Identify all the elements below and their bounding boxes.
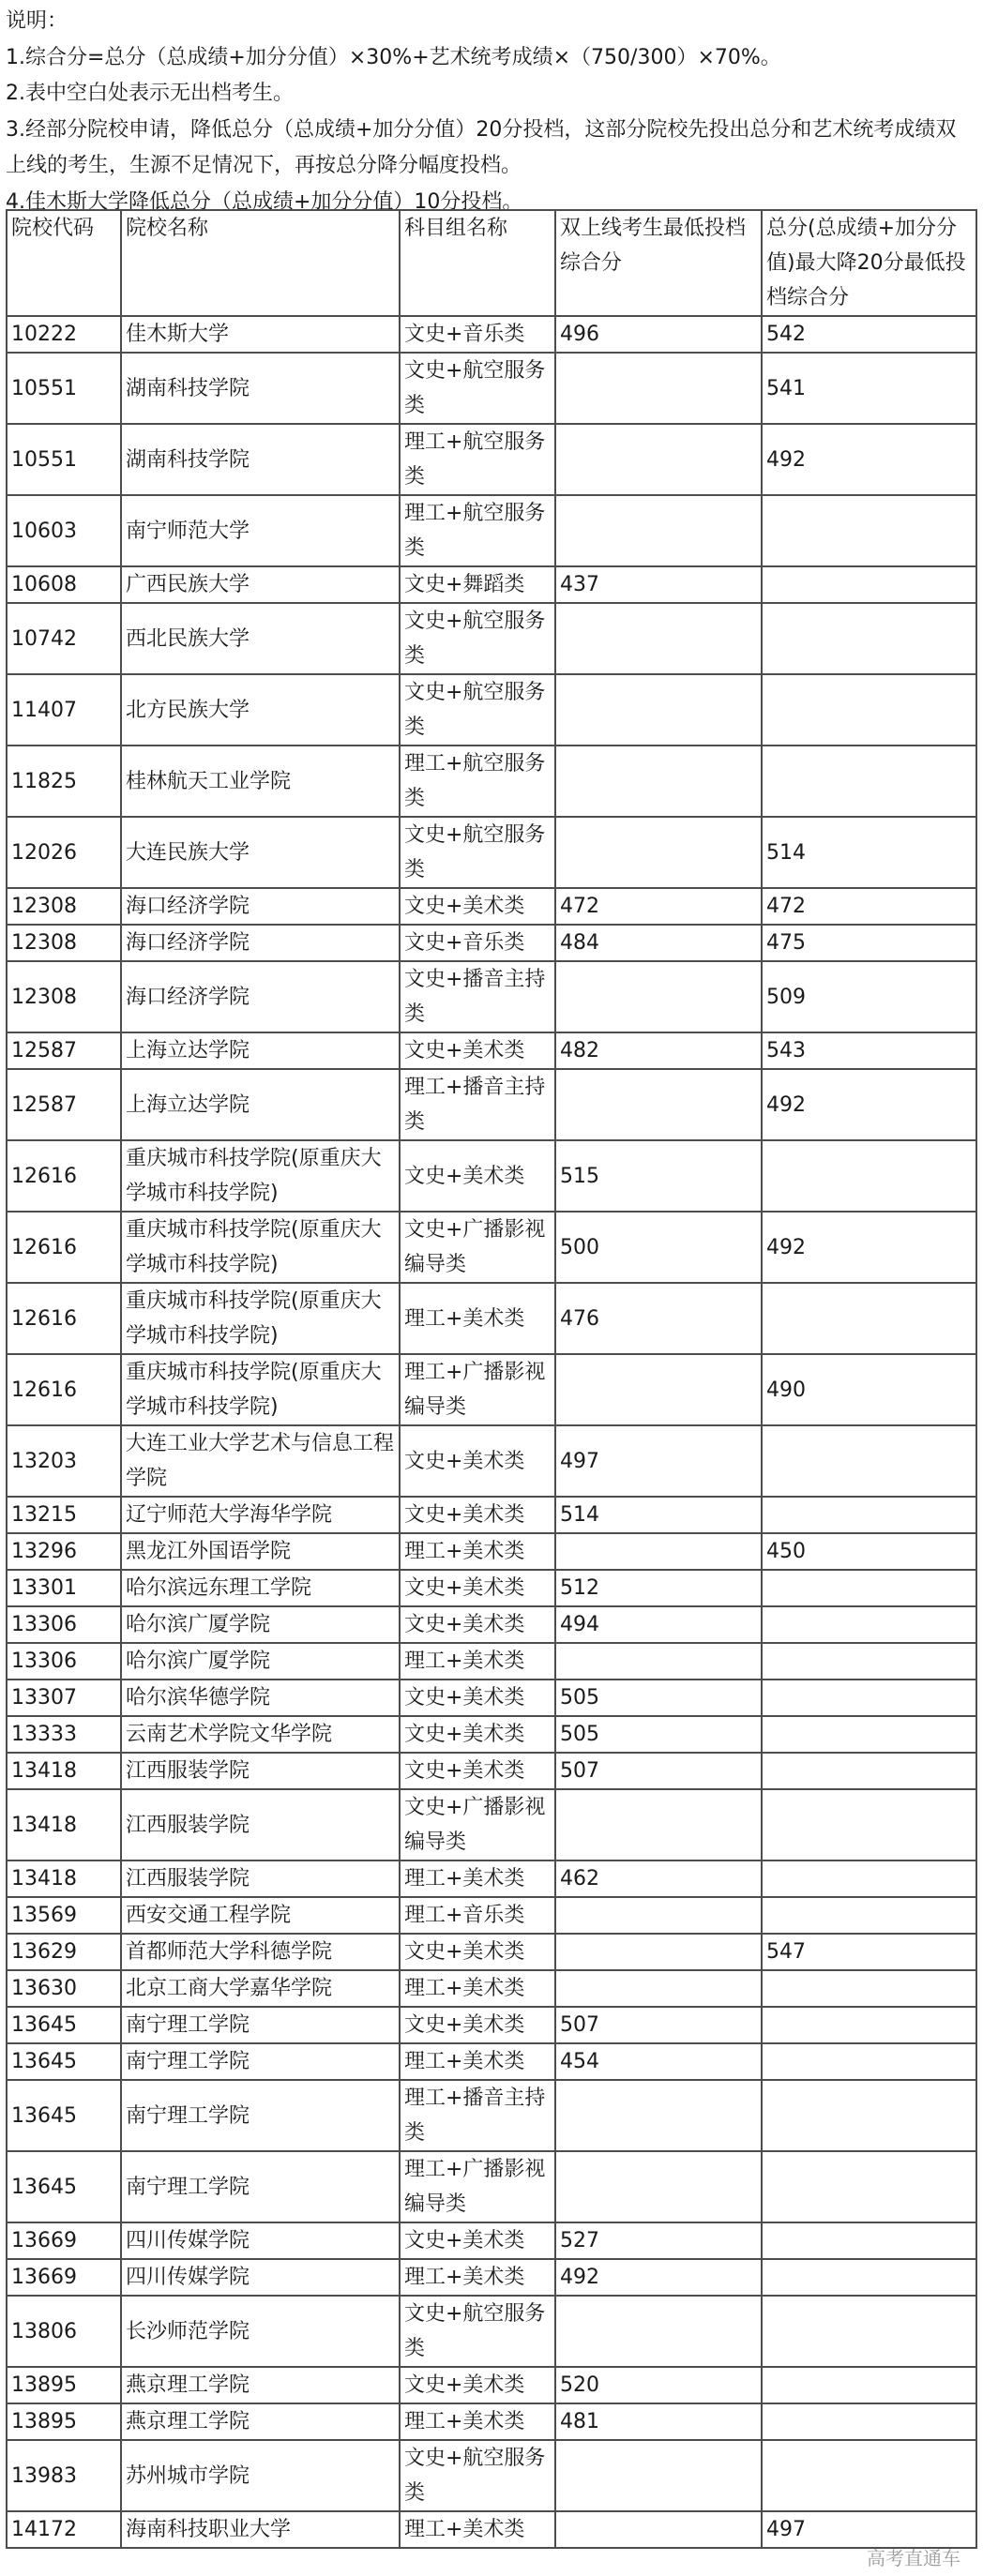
cell-subject-group: 理工+航空服务类	[400, 746, 555, 817]
cell-school-name: 江西服装学院	[121, 1789, 400, 1860]
cell-dual-score	[555, 1970, 762, 2007]
cell-reduced-score: 542	[762, 316, 976, 353]
cell-dual-score: 462	[555, 1860, 762, 1897]
cell-reduced-score	[762, 2403, 976, 2440]
cell-school-code: 13645	[7, 2007, 121, 2043]
cell-dual-score	[555, 961, 762, 1032]
notes-section	[6, 4, 975, 220]
cell-dual-score	[555, 1643, 762, 1680]
cell-school-code: 13306	[7, 1643, 121, 1680]
cell-subject-group: 文史+播音主持类	[400, 961, 555, 1032]
table-row	[7, 1425, 976, 1497]
cell-school-name: 广西民族大学	[121, 566, 400, 603]
cell-subject-group: 文史+美术类	[400, 2007, 555, 2043]
cell-school-code: 13215	[7, 1497, 121, 1533]
cell-reduced-score	[762, 2296, 976, 2367]
header-school-name: 院校名称	[121, 210, 400, 316]
cell-reduced-score: 492	[762, 1069, 976, 1140]
cell-reduced-score	[762, 1680, 976, 1716]
cell-school-name: 重庆城市科技学院(原重庆大学城市科技学院)	[121, 1354, 400, 1425]
cell-subject-group: 文史+美术类	[400, 1934, 555, 1970]
cell-dual-score: 505	[555, 1680, 762, 1716]
cell-dual-score	[555, 1533, 762, 1570]
cell-school-name: 南宁理工学院	[121, 2080, 400, 2151]
note-line: 3.经部分院校申请，降低总分（总成绩+加分分值）20分投档，这部分院校先投出总分和艺术统考成绩双上线的考生，生源不足情况下，再按总分降分幅度投档。	[6, 117, 957, 177]
cell-reduced-score	[762, 2151, 976, 2222]
table-row	[7, 566, 976, 603]
cell-school-name: 上海立达学院	[121, 1032, 400, 1069]
cell-subject-group: 理工+航空服务类	[400, 495, 555, 566]
cell-school-code: 11825	[7, 746, 121, 817]
table-row	[7, 2151, 976, 2222]
table-row	[7, 1606, 976, 1643]
header-dual-score: 双上线考生最低投档综合分	[555, 210, 762, 316]
cell-subject-group: 文史+美术类	[400, 1716, 555, 1753]
cell-school-code: 13569	[7, 1897, 121, 1934]
table-row	[7, 1032, 976, 1069]
cell-school-name: 苏州城市学院	[121, 2440, 400, 2511]
cell-reduced-score	[762, 1970, 976, 2007]
cell-school-code: 12587	[7, 1069, 121, 1140]
cell-school-name: 四川传媒学院	[121, 2259, 400, 2296]
note-line: 说明：	[6, 9, 68, 33]
cell-reduced-score: 547	[762, 1934, 976, 1970]
cell-subject-group: 理工+美术类	[400, 1860, 555, 1897]
cell-subject-group: 文史+美术类	[400, 1032, 555, 1069]
cell-school-code: 13418	[7, 1753, 121, 1789]
cell-subject-group: 理工+美术类	[400, 1970, 555, 2007]
cell-reduced-score: 509	[762, 961, 976, 1032]
cell-school-code: 13301	[7, 1570, 121, 1606]
cell-school-name: 南宁师范大学	[121, 495, 400, 566]
table-row	[7, 1860, 976, 1897]
cell-school-name: 桂林航天工业学院	[121, 746, 400, 817]
table-row	[7, 1934, 976, 1970]
table-row	[7, 1970, 976, 2007]
watermark: 高考直通车	[867, 2547, 960, 2569]
table-row	[7, 961, 976, 1032]
cell-dual-score	[555, 495, 762, 566]
cell-dual-score: 492	[555, 2259, 762, 2296]
cell-reduced-score	[762, 1643, 976, 1680]
cell-dual-score: 527	[555, 2222, 762, 2259]
cell-reduced-score	[762, 1497, 976, 1533]
cell-subject-group: 理工+美术类	[400, 2259, 555, 2296]
cell-subject-group: 文史+美术类	[400, 1753, 555, 1789]
cell-subject-group: 理工+播音主持类	[400, 1069, 555, 1140]
table-row	[7, 1497, 976, 1533]
cell-dual-score	[555, 1934, 762, 1970]
cell-school-code: 12616	[7, 1283, 121, 1354]
cell-dual-score	[555, 2080, 762, 2151]
cell-dual-score	[555, 1069, 762, 1140]
cell-reduced-score	[762, 566, 976, 603]
cell-dual-score	[555, 603, 762, 674]
cell-reduced-score: 472	[762, 888, 976, 925]
cell-subject-group: 理工+美术类	[400, 1283, 555, 1354]
cell-subject-group: 理工+播音主持类	[400, 2080, 555, 2151]
header-school-code: 院校代码	[7, 210, 121, 316]
cell-subject-group: 文史+航空服务类	[400, 817, 555, 888]
cell-reduced-score	[762, 2259, 976, 2296]
cell-subject-group: 理工+美术类	[400, 1533, 555, 1570]
cell-subject-group: 理工+美术类	[400, 2043, 555, 2080]
table-row	[7, 1753, 976, 1789]
cell-school-code: 13895	[7, 2403, 121, 2440]
cell-reduced-score	[762, 495, 976, 566]
cell-school-code: 10742	[7, 603, 121, 674]
cell-dual-score	[555, 424, 762, 495]
cell-school-code: 12587	[7, 1032, 121, 1069]
cell-school-name: 长沙师范学院	[121, 2296, 400, 2367]
table-row	[7, 1212, 976, 1283]
cell-school-name: 南宁理工学院	[121, 2043, 400, 2080]
cell-reduced-score: 490	[762, 1354, 976, 1425]
cell-dual-score	[555, 2440, 762, 2511]
cell-dual-score: 454	[555, 2043, 762, 2080]
cell-school-name: 南宁理工学院	[121, 2151, 400, 2222]
cell-school-code: 13418	[7, 1860, 121, 1897]
cell-dual-score	[555, 817, 762, 888]
cell-subject-group: 文史+航空服务类	[400, 353, 555, 424]
cell-school-name: 黑龙江外国语学院	[121, 1533, 400, 1570]
cell-school-code: 10608	[7, 566, 121, 603]
cell-school-code: 14172	[7, 2511, 121, 2548]
cell-subject-group: 文史+航空服务类	[400, 2296, 555, 2367]
cell-dual-score	[555, 1789, 762, 1860]
cell-dual-score: 500	[555, 1212, 762, 1283]
table-row	[7, 1354, 976, 1425]
cell-school-name: 辽宁师范大学海华学院	[121, 1497, 400, 1533]
cell-school-name: 湖南科技学院	[121, 353, 400, 424]
cell-school-name: 首都师范大学科德学院	[121, 1934, 400, 1970]
cell-reduced-score: 492	[762, 424, 976, 495]
cell-dual-score	[555, 746, 762, 817]
cell-school-code: 12616	[7, 1140, 121, 1212]
table-row	[7, 1643, 976, 1680]
table-row	[7, 424, 976, 495]
cell-school-code: 13806	[7, 2296, 121, 2367]
cell-school-name: 燕京理工学院	[121, 2403, 400, 2440]
cell-school-name: 西北民族大学	[121, 603, 400, 674]
cell-subject-group: 理工+音乐类	[400, 1897, 555, 1934]
cell-school-name: 上海立达学院	[121, 1069, 400, 1140]
cell-dual-score: 484	[555, 925, 762, 961]
cell-reduced-score	[762, 603, 976, 674]
cell-school-name: 湖南科技学院	[121, 424, 400, 495]
cell-school-code: 13296	[7, 1533, 121, 1570]
table-row	[7, 2440, 976, 2511]
cell-dual-score: 482	[555, 1032, 762, 1069]
cell-school-name: 重庆城市科技学院(原重庆大学城市科技学院)	[121, 1283, 400, 1354]
cell-dual-score: 512	[555, 1570, 762, 1606]
cell-subject-group: 理工+美术类	[400, 2403, 555, 2440]
cell-dual-score	[555, 353, 762, 424]
cell-school-name: 哈尔滨广厦学院	[121, 1606, 400, 1643]
table-body	[7, 316, 976, 2548]
cell-dual-score	[555, 1354, 762, 1425]
cell-school-code: 10222	[7, 316, 121, 353]
cell-dual-score: 505	[555, 1716, 762, 1753]
header-reduced-score: 总分(总成绩+加分分值)最大降20分最低投档综合分	[762, 210, 976, 316]
cell-reduced-score: 541	[762, 353, 976, 424]
cell-dual-score	[555, 2151, 762, 2222]
cell-subject-group: 文史+美术类	[400, 1680, 555, 1716]
cell-school-code: 13306	[7, 1606, 121, 1643]
cell-school-name: 大连民族大学	[121, 817, 400, 888]
cell-reduced-score	[762, 2007, 976, 2043]
table-row	[7, 2367, 976, 2403]
table-row	[7, 2403, 976, 2440]
table-row	[7, 2259, 976, 2296]
cell-school-code: 11407	[7, 674, 121, 746]
table-header-row	[7, 210, 976, 316]
cell-school-name: 西安交通工程学院	[121, 1897, 400, 1934]
cell-subject-group: 文史+美术类	[400, 2367, 555, 2403]
table-row	[7, 1680, 976, 1716]
cell-school-name: 江西服装学院	[121, 1753, 400, 1789]
cell-subject-group: 文史+航空服务类	[400, 674, 555, 746]
table-row	[7, 1789, 976, 1860]
table-row	[7, 1533, 976, 1570]
cell-reduced-score	[762, 1789, 976, 1860]
cell-school-code: 13333	[7, 1716, 121, 1753]
cell-dual-score: 515	[555, 1140, 762, 1212]
cell-subject-group: 文史+美术类	[400, 1425, 555, 1497]
cell-dual-score: 507	[555, 2007, 762, 2043]
cell-school-code: 13630	[7, 1970, 121, 2007]
cell-school-name: 燕京理工学院	[121, 2367, 400, 2403]
cell-dual-score: 472	[555, 888, 762, 925]
table-row	[7, 925, 976, 961]
table-row	[7, 1140, 976, 1212]
cell-school-code: 13307	[7, 1680, 121, 1716]
cell-reduced-score	[762, 1606, 976, 1643]
cell-school-name: 海口经济学院	[121, 925, 400, 961]
header-subject-group: 科目组名称	[400, 210, 555, 316]
cell-subject-group: 文史+美术类	[400, 1497, 555, 1533]
cell-reduced-score: 543	[762, 1032, 976, 1069]
cell-dual-score: 437	[555, 566, 762, 603]
cell-school-name: 重庆城市科技学院(原重庆大学城市科技学院)	[121, 1140, 400, 1212]
table-row	[7, 1897, 976, 1934]
cell-reduced-score	[762, 1283, 976, 1354]
table-row	[7, 2043, 976, 2080]
table-row	[7, 1069, 976, 1140]
cell-school-code: 13895	[7, 2367, 121, 2403]
cell-school-name: 南宁理工学院	[121, 2007, 400, 2043]
table-row	[7, 817, 976, 888]
cell-subject-group: 文史+美术类	[400, 1570, 555, 1606]
table-row	[7, 2080, 976, 2151]
cell-school-code: 13669	[7, 2222, 121, 2259]
cell-reduced-score	[762, 1897, 976, 1934]
cell-school-code: 13645	[7, 2080, 121, 2151]
cell-reduced-score	[762, 1716, 976, 1753]
cell-dual-score: 494	[555, 1606, 762, 1643]
cell-reduced-score	[762, 746, 976, 817]
cell-reduced-score	[762, 2222, 976, 2259]
cell-school-code: 12308	[7, 961, 121, 1032]
cell-school-code: 10551	[7, 353, 121, 424]
table-row	[7, 603, 976, 674]
cell-reduced-score	[762, 1140, 976, 1212]
cell-subject-group: 文史+航空服务类	[400, 2440, 555, 2511]
cell-school-code: 12026	[7, 817, 121, 888]
cell-reduced-score	[762, 2080, 976, 2151]
cell-school-name: 海口经济学院	[121, 961, 400, 1032]
cell-reduced-score: 492	[762, 1212, 976, 1283]
note-line: 4.佳木斯大学降低总分（总成绩+加分分值）10分投档。	[6, 189, 523, 214]
cell-school-code: 13669	[7, 2259, 121, 2296]
cell-school-name: 海口经济学院	[121, 888, 400, 925]
admission-table-wrapper	[6, 209, 977, 2549]
cell-reduced-score: 475	[762, 925, 976, 961]
table-row	[7, 674, 976, 746]
note-line: 1.综合分=总分（总成绩+加分分值）×30%+艺术统考成绩×（750/300）×70%。	[6, 45, 781, 69]
cell-subject-group: 文史+舞蹈类	[400, 566, 555, 603]
cell-school-name: 佳木斯大学	[121, 316, 400, 353]
cell-school-name: 四川传媒学院	[121, 2222, 400, 2259]
cell-school-name: 哈尔滨远东理工学院	[121, 1570, 400, 1606]
cell-school-code: 13645	[7, 2151, 121, 2222]
cell-reduced-score: 497	[762, 2511, 976, 2548]
cell-school-name: 哈尔滨华德学院	[121, 1680, 400, 1716]
cell-school-code: 12616	[7, 1212, 121, 1283]
cell-reduced-score	[762, 2043, 976, 2080]
cell-dual-score: 496	[555, 316, 762, 353]
cell-dual-score: 514	[555, 1497, 762, 1533]
cell-reduced-score: 514	[762, 817, 976, 888]
cell-subject-group: 理工+广播影视编导类	[400, 1354, 555, 1425]
cell-school-code: 13983	[7, 2440, 121, 2511]
table-row	[7, 888, 976, 925]
cell-reduced-score	[762, 1753, 976, 1789]
cell-subject-group: 文史+美术类	[400, 1140, 555, 1212]
cell-school-code: 12308	[7, 925, 121, 961]
table-row	[7, 353, 976, 424]
cell-subject-group: 文史+航空服务类	[400, 603, 555, 674]
cell-subject-group: 文史+音乐类	[400, 316, 555, 353]
cell-school-name: 江西服装学院	[121, 1860, 400, 1897]
cell-dual-score: 476	[555, 1283, 762, 1354]
cell-school-code: 12616	[7, 1354, 121, 1425]
cell-dual-score: 507	[555, 1753, 762, 1789]
cell-school-code: 13645	[7, 2043, 121, 2080]
note-line: 2.表中空白处表示无出档考生。	[6, 82, 294, 105]
table-row	[7, 2222, 976, 2259]
cell-dual-score	[555, 1897, 762, 1934]
cell-reduced-score: 450	[762, 1533, 976, 1570]
cell-subject-group: 理工+美术类	[400, 2511, 555, 2548]
cell-dual-score: 520	[555, 2367, 762, 2403]
cell-subject-group: 理工+航空服务类	[400, 424, 555, 495]
table-row	[7, 2296, 976, 2367]
cell-dual-score	[555, 674, 762, 746]
cell-reduced-score	[762, 1570, 976, 1606]
admission-table	[6, 209, 977, 2549]
table-row	[7, 2007, 976, 2043]
cell-school-name: 云南艺术学院文华学院	[121, 1716, 400, 1753]
cell-subject-group: 理工+美术类	[400, 1643, 555, 1680]
cell-subject-group: 文史+音乐类	[400, 925, 555, 961]
cell-school-code: 10603	[7, 495, 121, 566]
cell-school-code: 12308	[7, 888, 121, 925]
table-row	[7, 2511, 976, 2548]
cell-dual-score: 497	[555, 1425, 762, 1497]
cell-school-name: 北方民族大学	[121, 674, 400, 746]
cell-school-code: 13203	[7, 1425, 121, 1497]
cell-dual-score	[555, 2296, 762, 2367]
cell-dual-score	[555, 2511, 762, 2548]
cell-subject-group: 文史+美术类	[400, 1606, 555, 1643]
cell-school-name: 北京工商大学嘉华学院	[121, 1970, 400, 2007]
table-row	[7, 1570, 976, 1606]
cell-reduced-score	[762, 2440, 976, 2511]
cell-reduced-score	[762, 1860, 976, 1897]
cell-subject-group: 文史+广播影视编导类	[400, 1212, 555, 1283]
cell-school-name: 大连工业大学艺术与信息工程学院	[121, 1425, 400, 1497]
cell-school-name: 海南科技职业大学	[121, 2511, 400, 2548]
cell-school-name: 哈尔滨广厦学院	[121, 1643, 400, 1680]
cell-subject-group: 理工+广播影视编导类	[400, 2151, 555, 2222]
table-row	[7, 495, 976, 566]
cell-reduced-score	[762, 2367, 976, 2403]
table-row	[7, 316, 976, 353]
cell-school-code: 13418	[7, 1789, 121, 1860]
table-row	[7, 1283, 976, 1354]
cell-subject-group: 文史+美术类	[400, 2222, 555, 2259]
cell-reduced-score	[762, 674, 976, 746]
cell-school-code: 10551	[7, 424, 121, 495]
table-row	[7, 746, 976, 817]
cell-school-name: 重庆城市科技学院(原重庆大学城市科技学院)	[121, 1212, 400, 1283]
cell-reduced-score	[762, 1425, 976, 1497]
cell-school-code: 13629	[7, 1934, 121, 1970]
table-row	[7, 1716, 976, 1753]
cell-dual-score: 481	[555, 2403, 762, 2440]
cell-subject-group: 文史+美术类	[400, 888, 555, 925]
cell-subject-group: 文史+广播影视编导类	[400, 1789, 555, 1860]
